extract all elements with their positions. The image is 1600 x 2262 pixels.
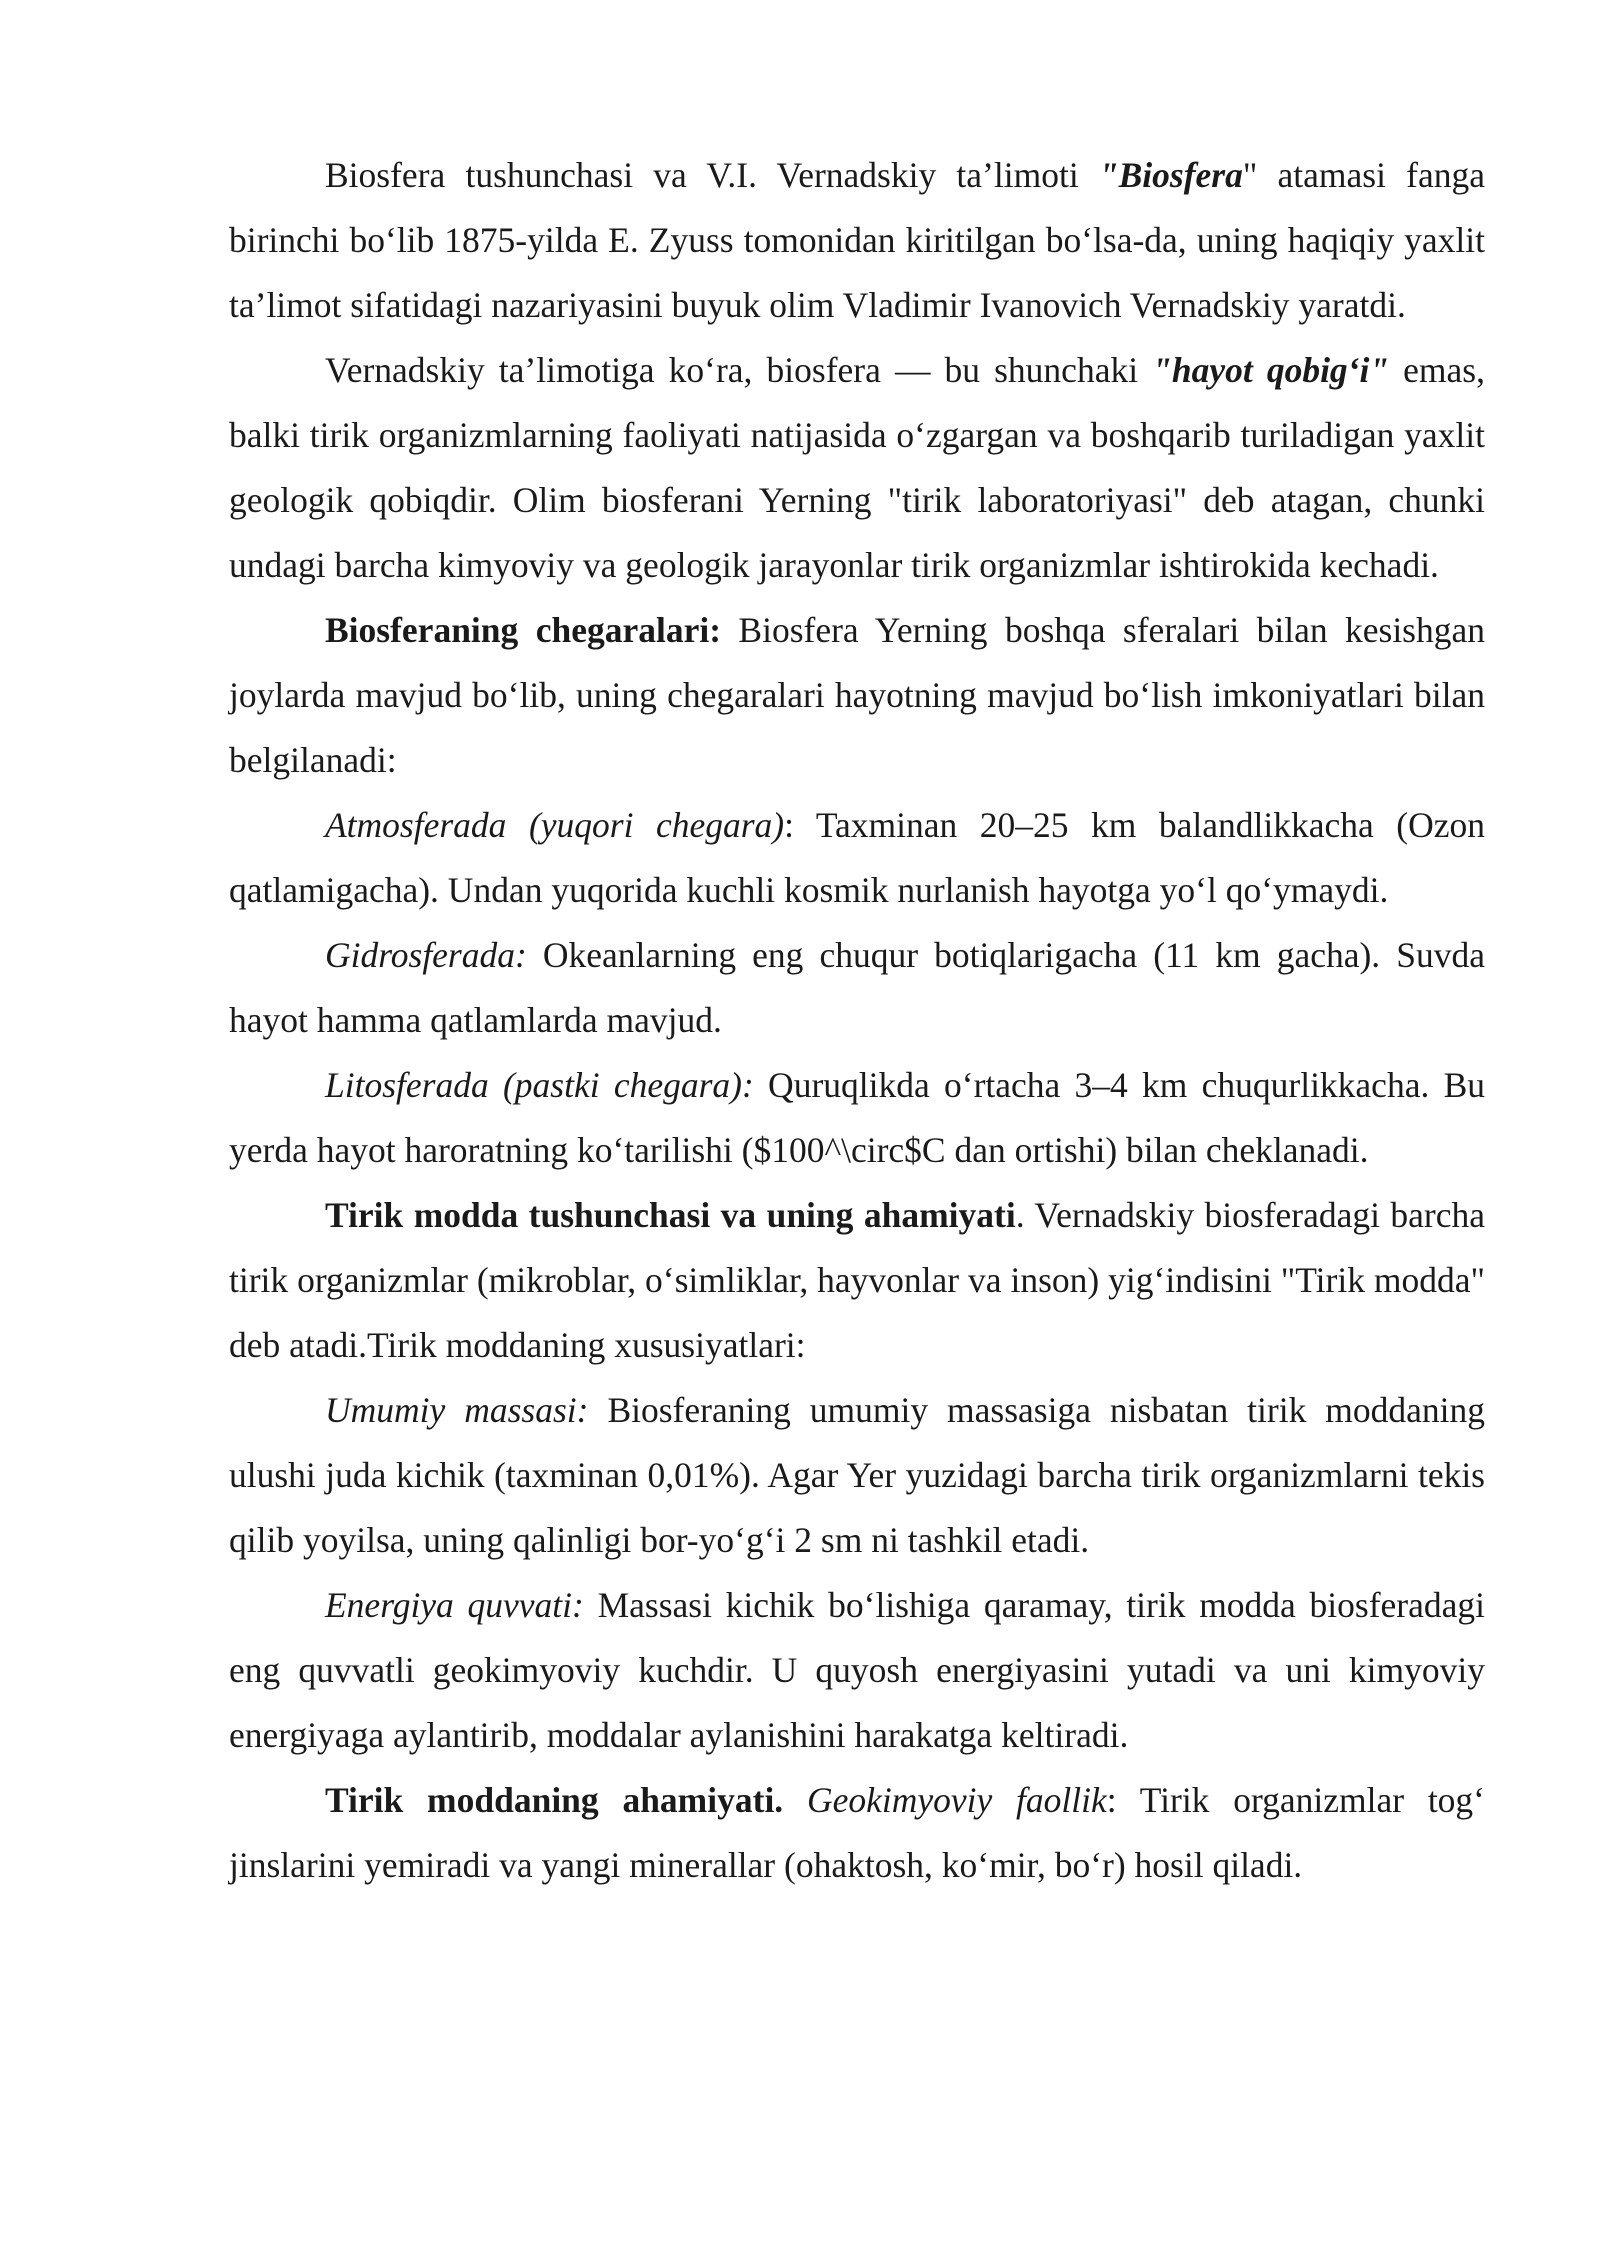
paragraph-umumiy-massasi [229, 1378, 1485, 1573]
biosfera-term: "Biosfera [1098, 155, 1243, 195]
paragraph-space [783, 1780, 807, 1820]
litosfera-term: Litosferada (pastki chegara): [325, 1065, 754, 1105]
hayot-qobigi-term: "hayot qobig‘i" [1152, 350, 1390, 390]
tirik-modda-heading: Tirik modda tushunchasi va uning ahamiyati [325, 1195, 1016, 1235]
paragraph-text: . Vernadskiy biosferadagi barcha tirik organizmlar (mikroblar, o‘simliklar, hayvonlar va inson) yig‘indisini "Tirik modda" deb atadi.Tirik moddaning xususiyatlari: [229, 1195, 1485, 1365]
paragraph-vernadskiy-intro [229, 143, 1485, 338]
document-page [229, 143, 1485, 1898]
umumiy-massasi-term: Umumiy massasi: [325, 1390, 589, 1430]
paragraph-ahamiyati [229, 1768, 1485, 1898]
paragraph-text: : Tirik organizmlar tog‘ jinslarini yemiradi va yangi minerallar (ohaktosh, ko‘mir, bo‘r) hosil qiladi. [229, 1780, 1485, 1885]
intro-body: " atamasi fanga birinchi bo‘lib 1875-yilda E. Zyuss tomonidan kiritilgan bo‘lsa-da, uning haqiqiy yaxlit ta’limot sifatidagi nazariyasini buyuk olim Vladimir Ivanovich Vernadskiy yaratdi. [229, 155, 1485, 325]
energiya-quvvati-term: Energiya quvvati: [325, 1585, 584, 1625]
paragraph-tirik-modda [229, 1183, 1485, 1378]
paragraph-text: Vernadskiy ta’limotiga ko‘ra, biosfera — bu shunchaki [325, 350, 1153, 390]
paragraph-hayot-qobigi [229, 338, 1485, 598]
geokimyoviy-faollik-term: Geokimyoviy faollik [806, 1780, 1107, 1820]
paragraph-text: Okeanlarning eng chuqur botiqlarigacha (11 km gacha). Suvda hayot hamma qatlamlarda mavjud. [229, 935, 1485, 1040]
paragraph-text: Biosferaning umumiy massasiga nisbatan tirik moddaning ulushi juda kichik (taxminan 0,01%). Agar Yer yuzidagi barcha tirik organizmlarni tekis qilib yoyilsa, uning qalinligi bor-yo‘g‘i 2 sm ni tashkil etadi. [229, 1390, 1485, 1560]
atmosfera-term: Atmosferada (yuqori chegara) [325, 805, 785, 845]
ahamiyati-heading: Tirik moddaning ahamiyati. [325, 1780, 784, 1820]
paragraph-energiya-quvvati [229, 1573, 1485, 1768]
paragraph-atmosfera [229, 793, 1485, 923]
paragraph-text: Massasi kichik bo‘lishiga qaramay, tirik modda biosferadagi eng quvvatli geokimyoviy kuchdir. U quyosh energiyasini yutadi va uni kimyoviy energiyaga aylantirib, moddalar aylanishini harakatga keltiradi. [229, 1585, 1485, 1755]
paragraph-text: : Taxminan 20–25 km balandlikkacha (Ozon qatlamigacha). Undan yuqorida kuchli kosmik nurlanish hayotga yo‘l qo‘ymaydi. [229, 805, 1485, 910]
chegaralar-heading: Biosferaning chegaralari: [325, 610, 722, 650]
intro-text: Biosfera tushunchasi va V.I. Vernadskiy ta’limoti [325, 155, 1099, 195]
paragraph-chegaralar [229, 598, 1485, 793]
paragraph-gidrosfera [229, 923, 1485, 1053]
paragraph-litosfera [229, 1053, 1485, 1183]
paragraph-text: Quruqlikda o‘rtacha 3–4 km chuqurlikkacha. Bu yerda hayot haroratning ko‘tarilishi ($100^\circ$C dan ortishi) bilan cheklanadi. [229, 1065, 1485, 1170]
paragraph-text: emas, balki tirik organizmlarning faoliyati natijasida o‘zgargan va boshqarib turiladigan yaxlit geologik qobiqdir. Olim biosferani Yerning "tirik laboratoriyasi" deb atagan, chunki undagi barcha kimyoviy va geologik jarayonlar tirik organizmlar ishtirokida kechadi. [229, 350, 1485, 585]
gidrosfera-term: Gidrosferada: [325, 935, 527, 975]
paragraph-text: Biosfera Yerning boshqa sferalari bilan kesishgan joylarda mavjud bo‘lib, uning chegaralari hayotning mavjud bo‘lish imkoniyatlari bilan belgilanadi: [229, 610, 1485, 780]
